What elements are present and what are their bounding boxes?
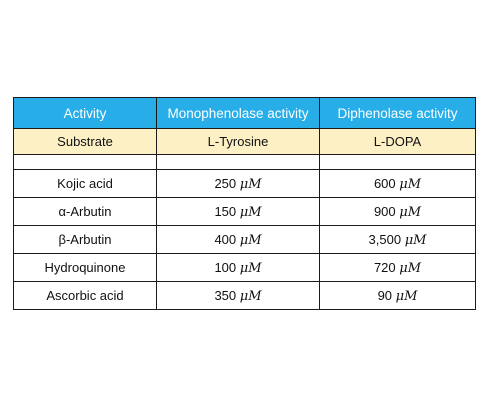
table-row (14, 198, 476, 226)
compound-name: Hydroquinone (14, 254, 157, 282)
di-ic50 (320, 198, 476, 226)
di-ic50 (320, 254, 476, 282)
compound-name: Ascorbic acid (14, 282, 157, 310)
mono-ic50 (157, 198, 320, 226)
unit-label: μM (404, 232, 427, 248)
mono-value: 100 (214, 259, 237, 275)
spacer-cell (14, 155, 157, 170)
unit-label: μM (239, 260, 262, 276)
unit-label: μM (239, 288, 262, 304)
spacer-cell (320, 155, 476, 170)
di-value: 3,500 (368, 231, 402, 247)
compound-name: α-Arbutin (14, 198, 157, 226)
table-row (14, 254, 476, 282)
ic50-table (13, 97, 476, 310)
di-ic50 (320, 226, 476, 254)
substrate-row (14, 129, 476, 155)
header-diphenolase: Diphenolase activity (320, 98, 476, 129)
di-value: 720 (373, 259, 396, 275)
mono-value: 350 (214, 287, 237, 303)
table-header-row (14, 98, 476, 129)
mono-ic50 (157, 254, 320, 282)
di-ic50 (320, 282, 476, 310)
header-activity: Activity (14, 98, 157, 129)
unit-label: μM (399, 260, 422, 276)
spacer-cell (157, 155, 320, 170)
compound-name: β-Arbutin (14, 226, 157, 254)
unit-label: μM (399, 204, 422, 220)
mono-value: 250 (214, 175, 237, 191)
mono-value: 150 (214, 203, 237, 219)
table-row (14, 170, 476, 198)
unit-label: μM (239, 176, 262, 192)
di-value: 600 (373, 175, 396, 191)
compound-name: Kojic acid (14, 170, 157, 198)
unit-label: μM (399, 176, 422, 192)
table-row (14, 226, 476, 254)
header-monophenolase: Monophenolase activity (157, 98, 320, 129)
mono-ic50 (157, 170, 320, 198)
di-ic50 (320, 170, 476, 198)
mono-ic50 (157, 282, 320, 310)
unit-label: μM (239, 204, 262, 220)
table-row (14, 282, 476, 310)
unit-label: μM (395, 288, 418, 304)
substrate-label: Substrate (14, 129, 157, 155)
spacer-row (14, 155, 476, 170)
mono-value: 400 (214, 231, 237, 247)
substrate-mono: L-Tyrosine (157, 129, 320, 155)
unit-label: μM (239, 232, 262, 248)
di-value: 900 (373, 203, 396, 219)
di-value: 90 (377, 287, 393, 303)
substrate-di: L-DOPA (320, 129, 476, 155)
ic50-table-container (13, 97, 475, 310)
mono-ic50 (157, 226, 320, 254)
